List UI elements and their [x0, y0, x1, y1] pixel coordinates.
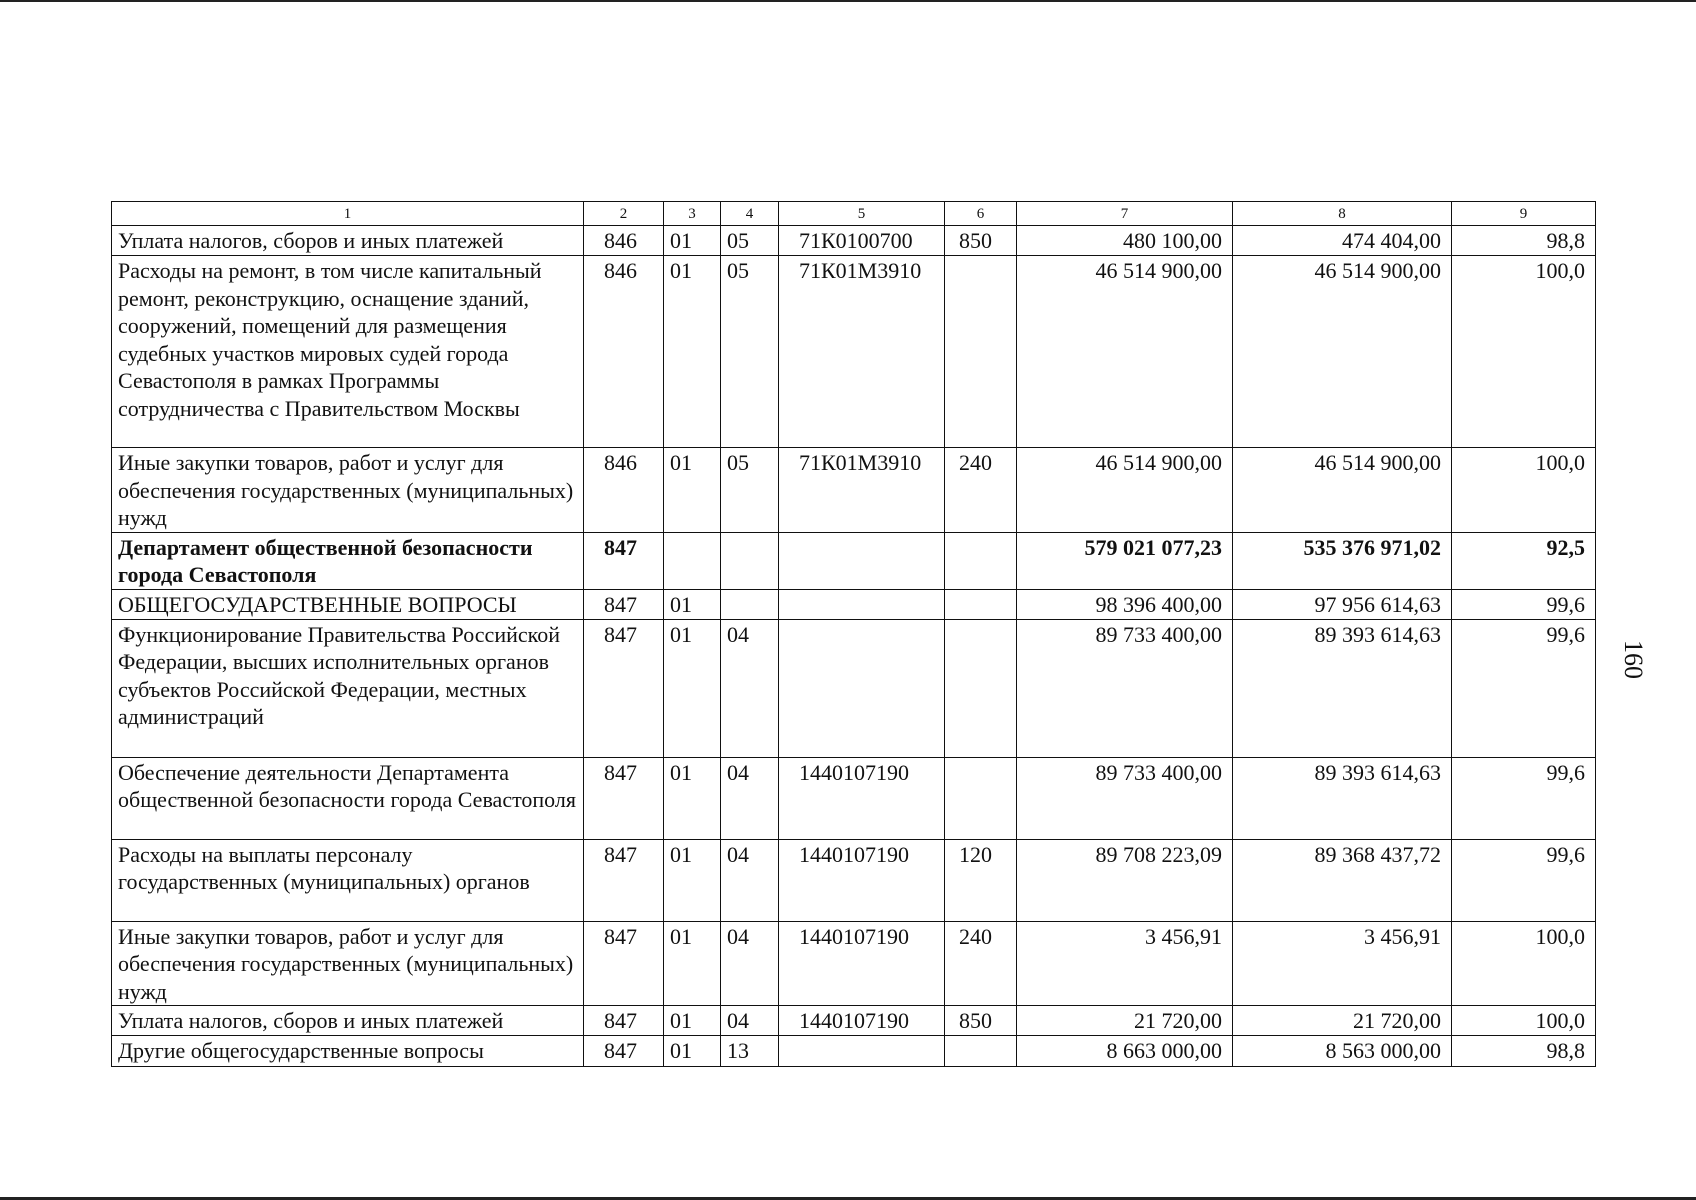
target-article-code: 1440107190 [779, 757, 945, 839]
executed-amount: 535 376 971,02 [1233, 532, 1452, 589]
section-code: 01 [664, 1036, 721, 1067]
subsection-code: 04 [721, 921, 779, 1006]
section-code: 01 [664, 448, 721, 533]
table-row [112, 256, 1596, 448]
executed-amount: 21 720,00 [1233, 1006, 1452, 1036]
admin-code: 847 [584, 839, 664, 921]
col-header-2: 2 [584, 202, 664, 226]
col-header-4: 4 [721, 202, 779, 226]
section-code: 01 [664, 226, 721, 256]
executed-amount: 46 514 900,00 [1233, 448, 1452, 533]
expense-type-code: 850 [945, 226, 1017, 256]
expense-type-code: 240 [945, 921, 1017, 1006]
target-article-code: 1440107190 [779, 921, 945, 1006]
executed-amount: 46 514 900,00 [1233, 256, 1452, 448]
page-number: 160 [1619, 640, 1648, 679]
subsection-code: 05 [721, 448, 779, 533]
execution-percent: 98,8 [1452, 226, 1596, 256]
executed-amount: 3 456,91 [1233, 921, 1452, 1006]
section-code: 01 [664, 619, 721, 757]
subsection-code [721, 589, 779, 619]
row-name: Иные закупки товаров, работ и услуг для обеспечения государственных (муниципальных) нужд [112, 921, 584, 1006]
subsection-code: 04 [721, 839, 779, 921]
execution-percent: 99,6 [1452, 589, 1596, 619]
planned-amount: 89 733 400,00 [1017, 619, 1233, 757]
execution-percent: 100,0 [1452, 921, 1596, 1006]
table-row [112, 1006, 1596, 1036]
execution-percent: 100,0 [1452, 1006, 1596, 1036]
executed-amount: 474 404,00 [1233, 226, 1452, 256]
execution-percent: 99,6 [1452, 757, 1596, 839]
expense-type-code [945, 757, 1017, 839]
executed-amount: 97 956 614,63 [1233, 589, 1452, 619]
row-name: Другие общегосударственные вопросы [112, 1036, 584, 1067]
planned-amount: 98 396 400,00 [1017, 589, 1233, 619]
executed-amount: 89 393 614,63 [1233, 619, 1452, 757]
table-row [112, 619, 1596, 757]
col-header-1: 1 [112, 202, 584, 226]
subsection-code: 05 [721, 226, 779, 256]
expense-type-code [945, 256, 1017, 448]
planned-amount: 8 663 000,00 [1017, 1036, 1233, 1067]
row-name: Уплата налогов, сборов и иных платежей [112, 1006, 584, 1036]
executed-amount: 89 368 437,72 [1233, 839, 1452, 921]
target-article-code [779, 619, 945, 757]
target-article-code: 71К01М3910 [779, 256, 945, 448]
planned-amount: 21 720,00 [1017, 1006, 1233, 1036]
admin-code: 847 [584, 1006, 664, 1036]
execution-percent: 92,5 [1452, 532, 1596, 589]
table-row [112, 589, 1596, 619]
row-name: ОБЩЕГОСУДАРСТВЕННЫЕ ВОПРОСЫ [112, 589, 584, 619]
planned-amount: 480 100,00 [1017, 226, 1233, 256]
table-row [112, 921, 1596, 1006]
admin-code: 847 [584, 589, 664, 619]
row-name: Обеспечение деятельности Департамента общественной безопасности города Севастополя [112, 757, 584, 839]
row-name: Расходы на выплаты персоналу государственных (муниципальных) органов [112, 839, 584, 921]
expense-type-code: 120 [945, 839, 1017, 921]
section-code: 01 [664, 589, 721, 619]
table-row [112, 226, 1596, 256]
table-row [112, 448, 1596, 533]
planned-amount: 579 021 077,23 [1017, 532, 1233, 589]
subsection-code: 04 [721, 757, 779, 839]
subsection-code: 05 [721, 256, 779, 448]
table-row [112, 757, 1596, 839]
column-number-row [112, 202, 1596, 226]
col-header-5: 5 [779, 202, 945, 226]
col-header-8: 8 [1233, 202, 1452, 226]
col-header-3: 3 [664, 202, 721, 226]
planned-amount: 46 514 900,00 [1017, 256, 1233, 448]
col-header-6: 6 [945, 202, 1017, 226]
target-article-code: 71К0100700 [779, 226, 945, 256]
target-article-code: 1440107190 [779, 1006, 945, 1036]
target-article-code: 1440107190 [779, 839, 945, 921]
admin-code: 846 [584, 256, 664, 448]
expense-type-code: 240 [945, 448, 1017, 533]
table-row [112, 839, 1596, 921]
admin-code: 847 [584, 619, 664, 757]
row-name: Уплата налогов, сборов и иных платежей [112, 226, 584, 256]
section-code: 01 [664, 1006, 721, 1036]
target-article-code: 71К01М3910 [779, 448, 945, 533]
target-article-code [779, 589, 945, 619]
expense-type-code [945, 619, 1017, 757]
expense-type-code [945, 589, 1017, 619]
row-name: Департамент общественной безопасности города Севастополя [112, 532, 584, 589]
subsection-code [721, 532, 779, 589]
admin-code: 847 [584, 921, 664, 1006]
admin-code: 846 [584, 226, 664, 256]
table-row [112, 1036, 1596, 1067]
execution-percent: 99,6 [1452, 619, 1596, 757]
scan-top-edge [0, 0, 1696, 2]
section-code: 01 [664, 839, 721, 921]
planned-amount: 89 733 400,00 [1017, 757, 1233, 839]
row-name: Функционирование Правительства Российской Федерации, высших исполнительных органов субъектов Российской Федерации, местных администраций [112, 619, 584, 757]
expense-type-code [945, 1036, 1017, 1067]
planned-amount: 46 514 900,00 [1017, 448, 1233, 533]
expense-type-code: 850 [945, 1006, 1017, 1036]
planned-amount: 3 456,91 [1017, 921, 1233, 1006]
execution-percent: 100,0 [1452, 256, 1596, 448]
execution-percent: 100,0 [1452, 448, 1596, 533]
section-code: 01 [664, 921, 721, 1006]
expense-type-code [945, 532, 1017, 589]
row-name: Расходы на ремонт, в том числе капитальный ремонт, реконструкцию, оснащение зданий, сооружений, помещений для размещения судебных участков мировых судей города Севастополя в рамках Программы сотрудничества с Правительством Москвы [112, 256, 584, 448]
target-article-code [779, 1036, 945, 1067]
subsection-code: 04 [721, 619, 779, 757]
subsection-code: 04 [721, 1006, 779, 1036]
executed-amount: 8 563 000,00 [1233, 1036, 1452, 1067]
admin-code: 847 [584, 1036, 664, 1067]
section-code: 01 [664, 757, 721, 839]
subsection-code: 13 [721, 1036, 779, 1067]
col-header-7: 7 [1017, 202, 1233, 226]
section-code: 01 [664, 256, 721, 448]
admin-code: 847 [584, 757, 664, 839]
admin-code: 847 [584, 532, 664, 589]
budget-table [111, 201, 1596, 1067]
execution-percent: 98,8 [1452, 1036, 1596, 1067]
col-header-9: 9 [1452, 202, 1596, 226]
table-row [112, 532, 1596, 589]
target-article-code [779, 532, 945, 589]
section-code [664, 532, 721, 589]
admin-code: 846 [584, 448, 664, 533]
executed-amount: 89 393 614,63 [1233, 757, 1452, 839]
execution-percent: 99,6 [1452, 839, 1596, 921]
planned-amount: 89 708 223,09 [1017, 839, 1233, 921]
row-name: Иные закупки товаров, работ и услуг для обеспечения государственных (муниципальных) нужд [112, 448, 584, 533]
